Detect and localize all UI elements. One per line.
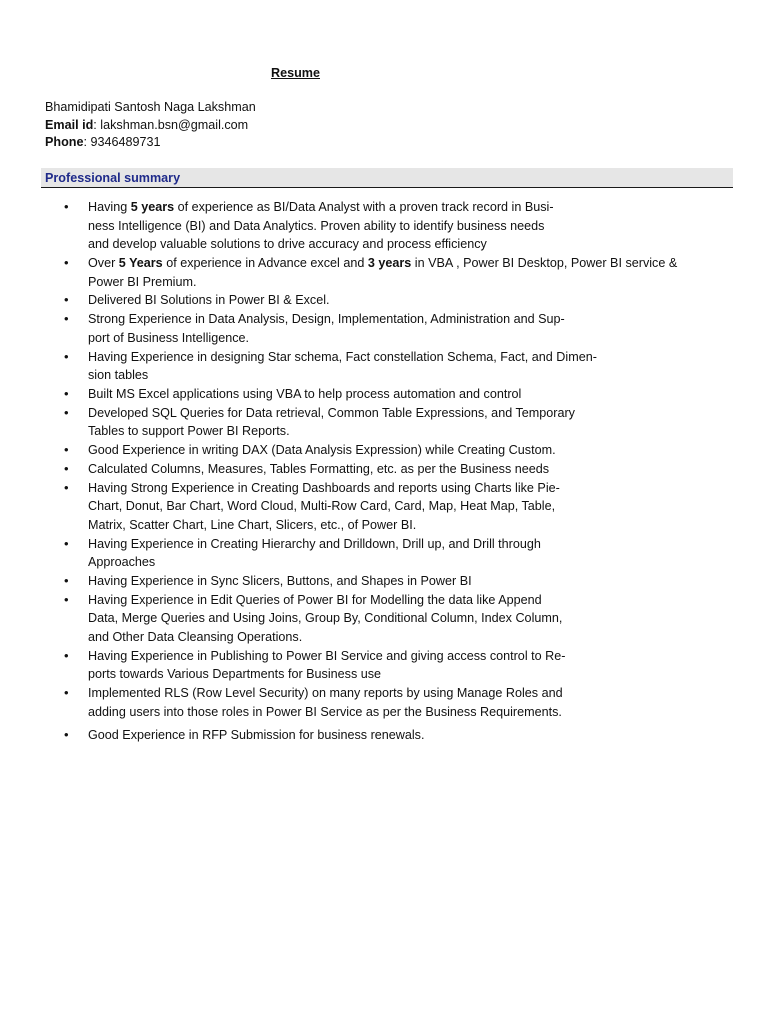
list-item: • Delivered BI Solutions in Power BI & Excel. bbox=[60, 291, 720, 310]
phone-line bbox=[45, 134, 256, 152]
list-item: • Having Experience in designing Star schema, Fact constellation Schema, Fact, and Dimen- sion tables bbox=[60, 348, 720, 385]
list-item: • Having Strong Experience in Creating Dashboards and reports using Charts like Pie- Chart, Donut, Bar Chart, Word Cloud, Multi-Row Card, Card, Map, Heat Map, Table, Matrix, Scatter Chart, Line Chart, Slicers, etc., of Power BI. bbox=[60, 479, 720, 535]
email-label: Email id bbox=[45, 117, 94, 132]
email-value: : lakshman.bsn@gmail.com bbox=[93, 117, 249, 132]
list-item: • Over 5 Years of experience in Advance excel and 3 years in VBA , Power BI Desktop, Power BI service & Power BI Premium. bbox=[60, 254, 720, 291]
list-item: • Having Experience in Sync Slicers, Buttons, and Shapes in Power BI bbox=[60, 572, 720, 591]
document-title: Resume bbox=[271, 66, 320, 80]
section-title: Professional summary bbox=[45, 171, 181, 185]
list-item: • Having Experience in Publishing to Power BI Service and giving access control to Re- ports towards Various Departments for Business use bbox=[60, 647, 720, 684]
section-header-bar bbox=[41, 168, 733, 188]
list-item: • Calculated Columns, Measures, Tables Formatting, etc. as per the Business needs bbox=[60, 460, 720, 479]
list-item: • Good Experience in writing DAX (Data Analysis Expression) while Creating Custom. bbox=[60, 441, 720, 460]
contact-block bbox=[45, 99, 256, 152]
phone-label: Phone bbox=[45, 135, 84, 149]
list-item: • Strong Experience in Data Analysis, Design, Implementation, Administration and Sup- port of Business Intelligence. bbox=[60, 310, 720, 347]
list-item: • Good Experience in RFP Submission for business renewals. bbox=[60, 726, 720, 745]
email-line bbox=[45, 117, 256, 135]
candidate-name: Bhamidipati Santosh Naga Lakshman bbox=[45, 100, 256, 114]
summary-list bbox=[60, 198, 720, 745]
list-item: • Having Experience in Edit Queries of Power BI for Modelling the data like Append Data, Merge Queries and Using Joins, Group By, Conditional Column, Index Column, and Other Data Cleansing Operations. bbox=[60, 591, 720, 647]
list-item: • Having Experience in Creating Hierarchy and Drilldown, Drill up, and Drill through Approaches bbox=[60, 535, 720, 572]
phone-value: : 9346489731 bbox=[83, 135, 161, 149]
list-item: • Built MS Excel applications using VBA to help process automation and control bbox=[60, 385, 720, 404]
list-item: • Having 5 years of experience as BI/Data Analyst with a proven track record in Busi- ness Intelligence (BI) and Data Analytics. Proven ability to identify business needs and develop valuable solutions to drive accuracy and process efficiency bbox=[60, 198, 720, 254]
list-item: • Developed SQL Queries for Data retrieval, Common Table Expressions, and Temporary Tables to support Power BI Reports. bbox=[60, 404, 720, 441]
list-item: • Implemented RLS (Row Level Security) on many reports by using Manage Roles and adding users into those roles in Power BI Service as per the Business Requirements. bbox=[60, 684, 720, 721]
